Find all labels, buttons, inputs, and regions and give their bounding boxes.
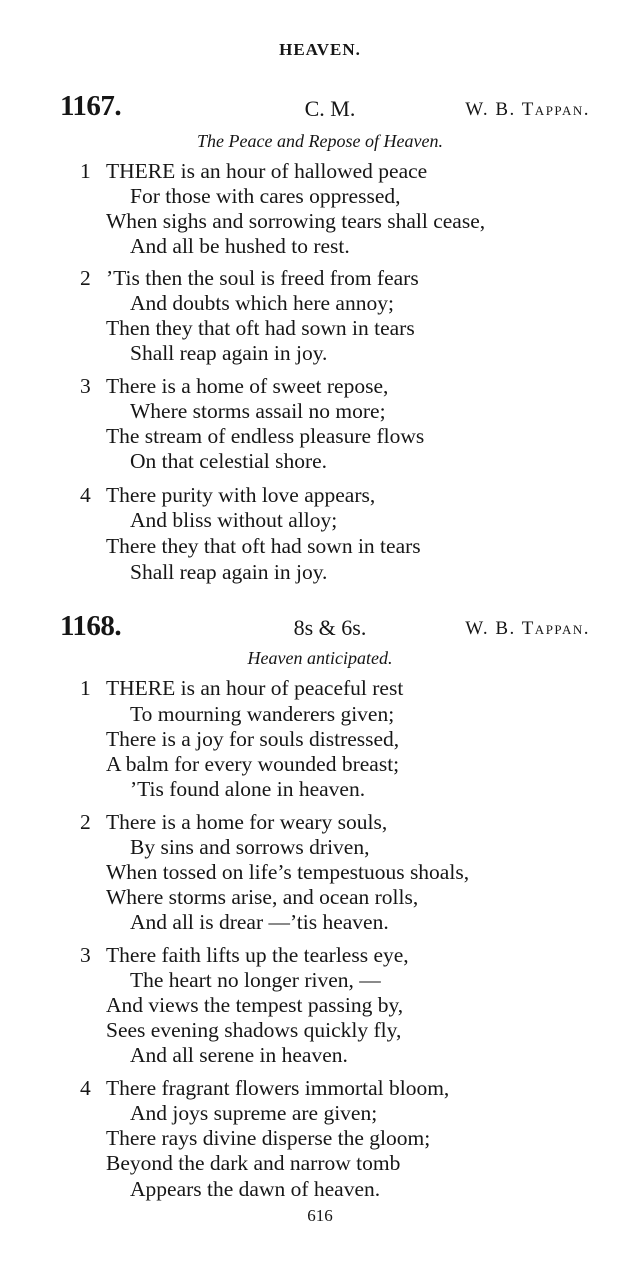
verse-line: Appears the dawn of heaven. — [130, 1177, 381, 1201]
verse-number: 3 — [80, 374, 91, 398]
hymn-header — [60, 90, 590, 124]
verse-line: Where storms arise, and ocean rolls, — [106, 885, 419, 909]
verse-line: The heart no longer riven, — — [130, 968, 381, 992]
verse-line: And all serene in heaven. — [130, 1043, 348, 1067]
verse-number: 2 — [80, 810, 91, 834]
hymn-meter: 8s & 6s. — [293, 615, 367, 640]
verse-line: To mourning wanderers given; — [130, 702, 395, 726]
verse-line: Shall reap again in joy. — [130, 341, 328, 365]
verse-line: There rays divine disperse the gloom; — [106, 1126, 431, 1150]
verse-line: There faith lifts up the tearless eye, — [106, 943, 409, 967]
running-head: HEAVEN. — [279, 40, 361, 59]
verse-number: 3 — [80, 943, 91, 967]
hymn-title: The Peace and Repose of Heaven. — [197, 131, 443, 151]
verse-line: The stream of endless pleasure flows — [106, 424, 425, 448]
verse-line: And all be hushed to rest. — [130, 234, 350, 258]
verse-line: There is a joy for souls distressed, — [106, 727, 400, 751]
verse-line: And joys supreme are given; — [130, 1101, 378, 1125]
hymn-number: 1167. — [60, 90, 122, 122]
verse-line: Then they that oft had sown in tears — [106, 316, 415, 340]
verse-line: And bliss without alloy; — [130, 508, 338, 532]
verse-number: 2 — [80, 266, 91, 290]
page-number: 616 — [307, 1206, 333, 1225]
verse-line: There fragrant flowers immortal bloom, — [106, 1076, 450, 1100]
verse-line: A balm for every wounded breast; — [106, 752, 400, 776]
verse-line: When sighs and sorrowing tears shall cease, — [106, 209, 486, 233]
verse-line: And doubts which here annoy; — [130, 291, 394, 315]
verse-line: There is a home for weary souls, — [106, 810, 388, 834]
verse-line: And views the tempest passing by, — [106, 993, 404, 1017]
hymn-author: W. B. Tappan. — [465, 618, 590, 639]
verse-line: Where storms assail no more; — [130, 399, 386, 423]
verse-number: 1 — [80, 676, 91, 700]
hymn-header — [60, 610, 590, 644]
verse-number: 1 — [80, 159, 91, 183]
verse-line: THERE is an hour of peaceful rest — [106, 676, 404, 700]
verse-line: Sees evening shadows quickly fly, — [106, 1018, 402, 1042]
verse-number: 4 — [80, 483, 91, 507]
verse-line: Beyond the dark and narrow tomb — [106, 1151, 401, 1175]
verse-line: For those with cares oppressed, — [130, 184, 401, 208]
verse-line: Shall reap again in joy. — [130, 560, 328, 584]
verse-line: THERE is an hour of hallowed peace — [106, 159, 428, 183]
verse-line: There purity with love appears, — [106, 483, 376, 507]
verse-line: When tossed on life’s tempestuous shoals, — [106, 860, 470, 884]
verse-number: 4 — [80, 1076, 91, 1100]
verse-line: There they that oft had sown in tears — [106, 534, 421, 558]
hymn-author: W. B. Tappan. — [465, 99, 590, 120]
verse-line: On that celestial shore. — [130, 449, 328, 473]
verse-line: ’Tis found alone in heaven. — [130, 777, 366, 801]
hymn-title: Heaven anticipated. — [247, 648, 393, 668]
verse-line: ’Tis then the soul is freed from fears — [106, 266, 419, 290]
verse-line: There is a home of sweet repose, — [106, 374, 389, 398]
verse-line: By sins and sorrows driven, — [130, 835, 370, 859]
hymn-meter: C. M. — [304, 96, 356, 121]
hymn-number: 1168. — [60, 610, 122, 642]
verse-line: And all is drear —’tis heaven. — [130, 910, 389, 934]
